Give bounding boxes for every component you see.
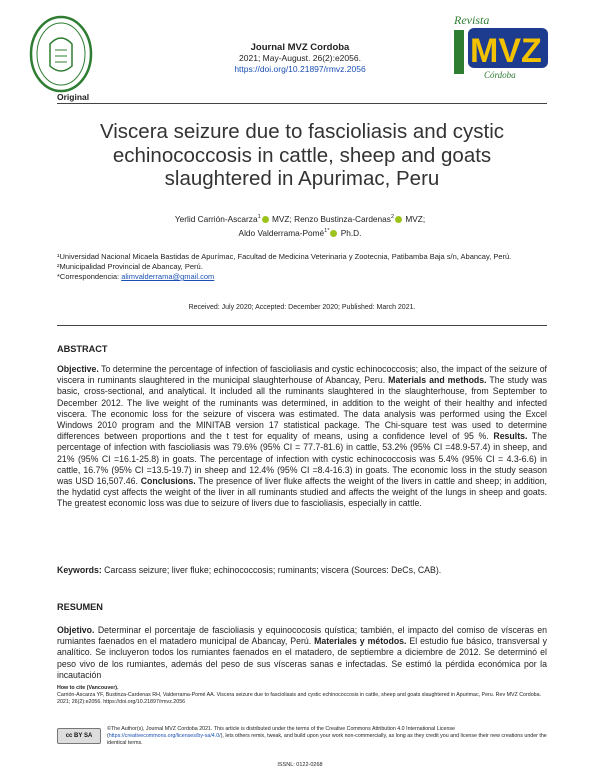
university-seal-logo [28, 14, 94, 94]
author-name: Aldo Valderrama-Pomé [238, 227, 325, 238]
keywords: Keywords: Carcass seizure; liver fluke; echinococcosis; ruminants; viscera (Sources: DeCs, CAB). [57, 565, 442, 575]
license-link[interactable]: https://creativecommons.org/licenses/by-sa/4.0/ [108, 733, 221, 739]
how-to-cite: How to cite (Vancouver). Carrión-Ascarza YF, Bustinza-Cardenas RH, Valderrama-Pomé AA. Viscera seizure due to fascioliasis and cystic echinococcosis in cattle, sheep and goats slaughtered in Apurimac, Peru. Rev MVZ Cordoba. 2021; 26(2):e2056. https://doi.org/10.21897/rmvz.2056 [57, 685, 542, 705]
author-name: Yerlid Carrión-Ascarza [174, 213, 258, 224]
abstract-body: Objective. To determine the percentage of infection of fascioliasis and cystic echinococcosis; also, the impact of the seizure of viscera in ruminants slaughtered in the municipal slaughterhouse of Abancay, Peru. Materials and methods. The study was basic, cross-sectional, and analytical. It included all the ruminants slaughtered in the slaughterhouse, from September to December 2012. The live weight of the ruminants was determined, in addition to the weight of their healthy and infected viscera. The economic loss for the seizure of viscera was estimated. The data analysis was performed using the Excel Windows 2010 program and the MINITAB version 17 statistical package. The Chi-square test was used to determine differences between proportions and the t test for equality of means, using a confidence level of 95 %. Results. The percentage of infection with fascioliasis was 79.6% (95% CI = 77.7-81.6) in cattle, 53.2% (95% CI =48.9-57.4) in sheep, and 21% (95% CI =16.1-25.8) in goats. The percentage of infection with cystic echinococcosis was 5.4% (95% CI = 4.3-6.6) in cattle, 16.7% (95% CI =13.5-19.7) in sheep and 12.4% (95% CI =8.4-16.3) in goats. The economic loss in the study season was USD 16,507.46. Conclusions. The presence of liver fluke affects the weight of the livers in cattle and sheep; in addition, the hydatid cyst affects the weight of the liver in all ruminants studied and affects the weight of the lungs in sheep and goats. The greatest economic loss was due to seizure of livers due to fascioliasis, especially in cattle. [57, 364, 548, 509]
svg-text:MVZ: MVZ [470, 32, 542, 70]
journal-header [150, 42, 450, 75]
affiliations [57, 252, 547, 282]
correspondence-email-link[interactable]: alimvalderrama@gmail.com [121, 272, 215, 281]
header-divider [57, 103, 547, 104]
author-name: Renzo Bustinza-Cardenas [294, 213, 391, 224]
orcid-icon[interactable] [395, 216, 402, 223]
journal-logo [448, 10, 556, 86]
article-type-label: Original [57, 92, 90, 102]
author-list: Yerlid Carrión-Ascarza$^1$ MVZ; Renzo Bustinza-Cardenas$^2$ MVZ; Aldo Valderrama-Pomé$^{1*}$ Ph.D. [174, 213, 426, 238]
orcid-icon[interactable] [262, 216, 269, 223]
orcid-icon[interactable] [330, 230, 337, 237]
cc-license-badge[interactable]: cc BY SA [57, 728, 101, 744]
journal-name: Journal MVZ Cordoba [250, 42, 350, 53]
svg-text:Córdoba: Córdoba [484, 70, 516, 80]
svg-text:Revista: Revista [454, 13, 490, 27]
journal-doi-link[interactable]: https://doi.org/10.21897/rmvz.2056 [234, 64, 366, 74]
resumen-heading: RESUMEN [57, 602, 103, 612]
issn: ISSNL: 0122-0268 [277, 762, 323, 768]
abstract-heading: ABSTRACT [57, 344, 108, 354]
resumen-body: Objetivo. Determinar el porcentaje de fascioliasis y equinococosis quística; también, el impacto del comiso de vísceras en rumiantes faenados en el matadero municipal de Abancay, Perú. Materiales y métodos. El estudio fue básico, transversal y analítico. Se incluyeron todos los rumiantes faenados en el matadero, de septiembre a diciembre de 2012. Se determinó el peso vivo de los rumiantes, además del peso de sus vísceras sanas e infectadas. Se estimó la pérdida económica por la incautación [57, 625, 547, 680]
affiliation-1: ¹Universidad Nacional Micaela Bastidas de Apurímac, Facultad de Medicina Veterinaria y Zootecnia, Patibamba Baja s/n, Abancay, Perú. [57, 252, 512, 261]
correspondence: *Correspondencia: alimvalderrama@gmail.com [57, 272, 215, 281]
affiliation-2: ²Municipalidad Provincial de Abancay, Perú. [57, 262, 203, 271]
dates-divider [57, 325, 547, 326]
journal-issue: 2021; May-August. 26(2):e2056. [239, 53, 361, 63]
article-title: Viscera seizure due to fascioliasis and cystic echinococcosis in cattle, sheep and goats slaughtered in Apurimac, Peru [99, 120, 505, 190]
article-dates: Received: July 2020; Accepted: December 2020; Published: March 2021. [188, 304, 416, 311]
